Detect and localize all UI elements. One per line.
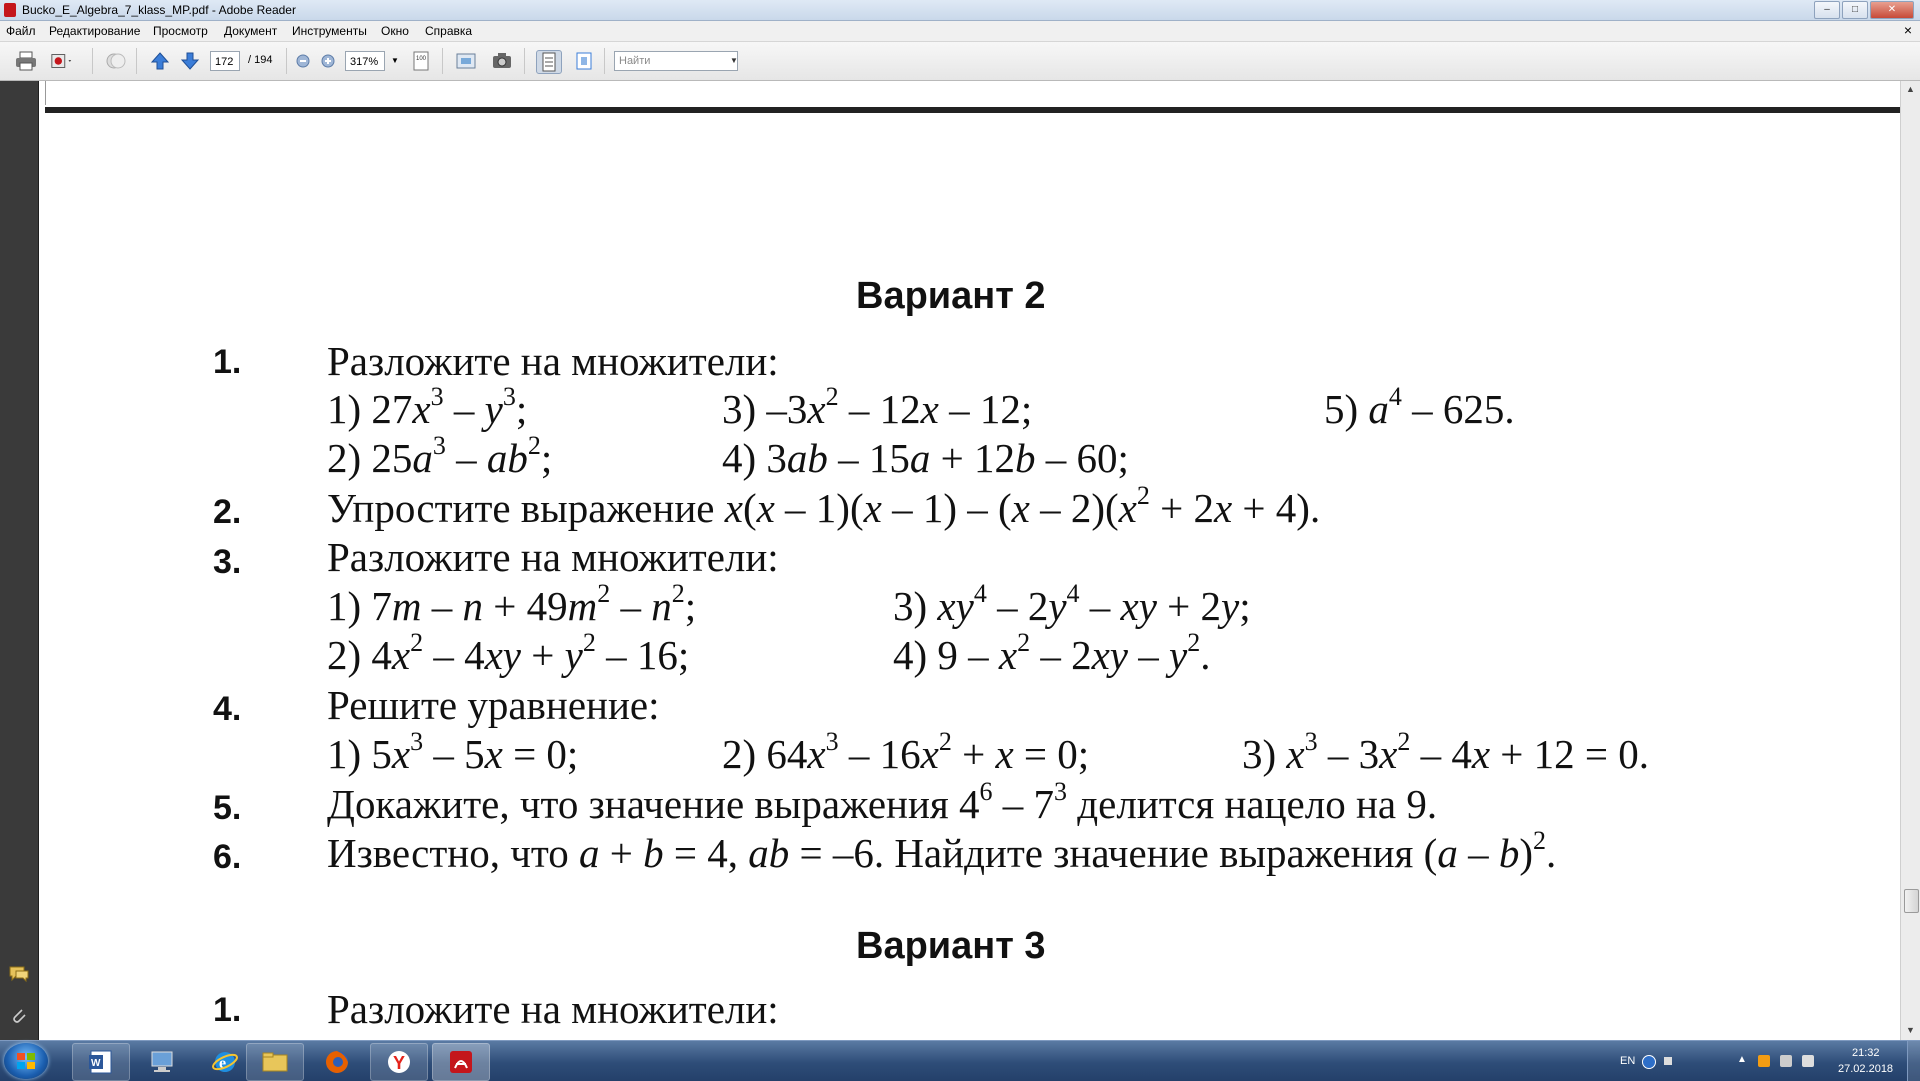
find-input[interactable]: Найти: [614, 51, 738, 71]
attachments-icon[interactable]: [8, 1005, 30, 1027]
yandex-icon[interactable]: [370, 1043, 428, 1081]
firefox-icon[interactable]: [308, 1043, 366, 1081]
taskbar: [0, 1040, 1920, 1081]
menu-window[interactable]: Окно: [381, 24, 409, 38]
menu-document[interactable]: Документ: [224, 24, 278, 38]
menu-view[interactable]: Просмотр: [153, 24, 208, 38]
problem-3-item-1: 1) $7m - n + 49m^2 - n^2$;: [327, 579, 697, 629]
problem-text: Решите уравнение:: [327, 682, 660, 728]
problem-4-item-3: 3) $x^3 - 3x^2 - 4x + 12 = 0$.: [1242, 727, 1650, 777]
camera-icon[interactable]: [490, 50, 514, 72]
menu-file[interactable]: Файл: [6, 24, 36, 38]
problem-1-item-4: 4) 3ab – 15a + 12b – 60;: [722, 435, 1129, 481]
problem-3-item-4: 4) $9 - x^2 - 2xy - y^2$.: [893, 628, 1211, 678]
network-tray-icon[interactable]: [1780, 1055, 1792, 1067]
clock-date[interactable]: 27.02.2018: [1838, 1063, 1894, 1075]
vertical-scrollbar[interactable]: [1900, 81, 1920, 1040]
problem-3-item-2: 2) $4x^2 - 4xy + y^2 - 16$;: [327, 628, 690, 678]
minimize-button[interactable]: –: [1814, 1, 1840, 19]
problem-3-item-3: 3) $xy^4 - 2y^4$ – xy + 2y;: [893, 579, 1251, 629]
scroll-down-arrow[interactable]: ▼: [1906, 1025, 1915, 1035]
find-dropdown-arrow[interactable]: ▼: [730, 56, 738, 65]
close-button[interactable]: ✕: [1870, 1, 1914, 19]
next-page-icon[interactable]: [178, 50, 202, 72]
acrobat-icon[interactable]: [432, 1043, 490, 1081]
toolbar: [0, 42, 1920, 81]
windows-logo-icon: [17, 1053, 35, 1069]
problem-6-text: Известно, что a + b = 4, ab = –6. Найдите значение выражения (a – b)$^2$.: [327, 826, 1557, 876]
svg-text:e: e: [219, 1055, 227, 1072]
keyboard-icon[interactable]: [1664, 1057, 1672, 1065]
save-copy-icon[interactable]: [50, 50, 74, 72]
scroll-up-arrow[interactable]: ▲: [1906, 84, 1915, 94]
explorer-icon[interactable]: [246, 1043, 304, 1081]
show-hidden-icons-arrow[interactable]: ▲: [1737, 1054, 1747, 1065]
problem-number: 2.: [213, 493, 242, 531]
prev-page-icon[interactable]: [148, 50, 172, 72]
zoom-level-input[interactable]: 317%: [345, 51, 385, 71]
menu-help[interactable]: Справка: [425, 24, 473, 38]
problem-number: 5.: [213, 789, 242, 827]
network-icon[interactable]: [134, 1043, 192, 1081]
problem-5-suffix: делится нацело на 9.: [1077, 781, 1438, 827]
full-screen-icon[interactable]: [572, 50, 596, 72]
undo-icon[interactable]: [104, 50, 128, 72]
problem-number: 6.: [213, 838, 242, 876]
menu-bar: [0, 21, 1920, 42]
problem-text: Разложите на множители:: [327, 338, 779, 384]
problem-text: Разложите на множители:: [327, 534, 779, 580]
volume-icon[interactable]: [1802, 1055, 1814, 1067]
zoom-in-icon[interactable]: [316, 50, 340, 72]
page-edge: [45, 81, 1900, 105]
problem-4-item-2: 2) $64x^3 - 16x^2 + x = 0$;: [722, 727, 1090, 777]
window-controls: [1814, 1, 1914, 19]
zoom-out-icon[interactable]: [291, 50, 315, 72]
menu-edit[interactable]: Редактирование: [49, 24, 141, 38]
page-top-rule: [45, 107, 1900, 113]
window-title: Bucko_E_Algebra_7_klass_MP.pdf - Adobe Reader: [22, 3, 296, 17]
problem-2-prefix: Упростите выражение: [327, 485, 715, 531]
problem-4-item-1: 1) $5x^3 - 5x = 0$;: [327, 727, 579, 777]
snapshot-icon[interactable]: [454, 50, 478, 72]
svg-text:W: W: [91, 1058, 101, 1069]
problem-number: 1.: [213, 343, 242, 381]
problem-1-item-3: 3) $-3x^2 - 12x - 12$;: [722, 382, 1033, 432]
document-close-button[interactable]: ×: [1903, 22, 1912, 38]
svg-text:Y: Y: [393, 1053, 406, 1073]
document-view[interactable]: [39, 81, 1900, 1040]
problem-5-text: Докажите, что значение выражения $4^6 - 7^3$ делится нацело на 9.: [327, 777, 1438, 827]
clock-time[interactable]: 21:32: [1852, 1047, 1880, 1059]
print-icon[interactable]: [14, 50, 38, 72]
problem-1-item-2: 2) $25a^3 - ab^2$;: [327, 431, 553, 481]
problem-text: Разложите на множители:: [327, 986, 779, 1032]
language-indicator[interactable]: EN: [1620, 1055, 1636, 1067]
page-total: / 194: [248, 54, 273, 66]
scroll-thumb[interactable]: [1904, 889, 1919, 913]
variant-heading: Вариант 3: [856, 925, 1046, 967]
problem-6-mid: Найдите значение выражения: [894, 830, 1414, 876]
update-icon[interactable]: [1758, 1055, 1770, 1067]
comments-icon[interactable]: [8, 963, 30, 985]
svg-text:100: 100: [416, 56, 427, 62]
problem-number: 4.: [213, 690, 242, 728]
actual-size-icon[interactable]: [409, 50, 433, 72]
help-icon[interactable]: [1642, 1055, 1656, 1069]
show-desktop-button[interactable]: [1907, 1041, 1920, 1081]
variant-heading: Вариант 2: [856, 275, 1046, 317]
problem-1-item-1: 1) $27x^3 - y^3$;: [327, 382, 528, 432]
problem-number: 3.: [213, 543, 242, 581]
title-bar: [0, 0, 1920, 21]
adobe-reader-icon: [4, 3, 16, 17]
menu-tools[interactable]: Инструменты: [292, 24, 367, 38]
page-number-input[interactable]: 172: [210, 51, 240, 71]
problem-number: 1.: [213, 991, 242, 1029]
problem-2-text: Упростите выражение $x(x - 1)(x - 1) - (x - 2)(x^2 + 2x + 4)$.: [327, 481, 1321, 531]
start-button[interactable]: [4, 1043, 48, 1079]
problem-1-item-5: 5) $a^4 - 625$.: [1324, 382, 1515, 432]
problem-5-prefix: Докажите, что значение выражения: [327, 781, 949, 827]
problem-6-prefix: Известно, что: [327, 830, 569, 876]
word-icon[interactable]: [72, 1043, 130, 1081]
navigation-panel: [0, 81, 39, 1040]
maximize-button[interactable]: □: [1842, 1, 1868, 19]
zoom-dropdown-arrow[interactable]: ▼: [391, 56, 399, 65]
fit-page-icon[interactable]: [536, 50, 562, 74]
